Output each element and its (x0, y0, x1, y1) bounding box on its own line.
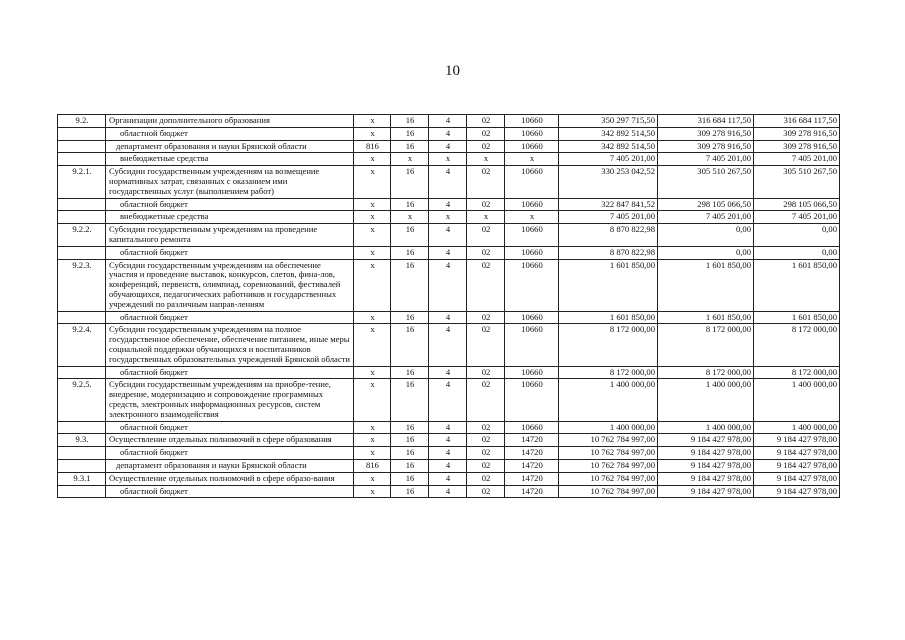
table-row (58, 140, 840, 153)
row-target-article: 02 (467, 472, 505, 485)
table-row (58, 459, 840, 472)
row-subsection: 4 (429, 459, 467, 472)
row-subsection: 4 (429, 366, 467, 379)
row-admin-code: x (354, 472, 391, 485)
table-row (58, 259, 840, 311)
row-amount-3: 9 184 427 978,00 (754, 434, 840, 447)
row-admin-code: x (354, 211, 391, 224)
row-amount-2: 1 400 000,00 (658, 421, 754, 434)
row-code (58, 198, 106, 211)
row-code (58, 211, 106, 224)
row-section: 16 (391, 447, 429, 460)
row-name: Субсидии государственным учреждениям на проведение капитального ремонта (106, 224, 354, 247)
row-target-code: 10660 (505, 140, 559, 153)
table-row (58, 485, 840, 498)
row-target-article: 02 (467, 115, 505, 128)
row-amount-2: 9 184 427 978,00 (658, 485, 754, 498)
row-amount-3: 1 601 850,00 (754, 259, 840, 311)
row-target-article: 02 (467, 434, 505, 447)
row-section: 16 (391, 246, 429, 259)
row-section: 16 (391, 198, 429, 211)
row-code (58, 246, 106, 259)
row-section: 16 (391, 127, 429, 140)
row-subsection: 4 (429, 311, 467, 324)
row-section: 16 (391, 115, 429, 128)
budget-table (57, 114, 840, 498)
row-section: 16 (391, 421, 429, 434)
row-target-article: 02 (467, 127, 505, 140)
row-code (58, 366, 106, 379)
row-amount-1: 8 870 822,98 (559, 224, 658, 247)
row-target-code: x (505, 211, 559, 224)
row-admin-code: x (354, 246, 391, 259)
row-amount-3: 9 184 427 978,00 (754, 485, 840, 498)
row-code: 9.3. (58, 434, 106, 447)
row-amount-3: 316 684 117,50 (754, 115, 840, 128)
row-name: областной бюджет (106, 127, 354, 140)
row-subsection: 4 (429, 324, 467, 366)
row-amount-1: 7 405 201,00 (559, 211, 658, 224)
row-code: 9.2.5. (58, 379, 106, 421)
row-section: 16 (391, 324, 429, 366)
row-amount-2: 0,00 (658, 224, 754, 247)
row-target-code: x (505, 153, 559, 166)
row-amount-3: 1 400 000,00 (754, 379, 840, 421)
row-code: 9.2.1. (58, 166, 106, 198)
row-name: Организации дополнительного образования (106, 115, 354, 128)
row-amount-1: 10 762 784 997,00 (559, 472, 658, 485)
row-name: внебюджетные средства (106, 153, 354, 166)
table-row (58, 421, 840, 434)
row-name: областной бюджет (106, 366, 354, 379)
row-section: 16 (391, 379, 429, 421)
row-target-article: 02 (467, 324, 505, 366)
row-target-code: 14720 (505, 459, 559, 472)
row-target-code: 14720 (505, 472, 559, 485)
table-row (58, 324, 840, 366)
row-admin-code: x (354, 224, 391, 247)
row-name: Субсидии государственным учреждениям на приобре-тение, внедрение, модернизацию и сопровождение программных средств, электронных информационных ресурсов, систем электронного взаимодействия (106, 379, 354, 421)
row-amount-3: 1 400 000,00 (754, 421, 840, 434)
row-section: x (391, 153, 429, 166)
row-amount-3: 0,00 (754, 246, 840, 259)
row-subsection: 4 (429, 434, 467, 447)
row-target-code: 10660 (505, 366, 559, 379)
row-admin-code: x (354, 153, 391, 166)
row-section: 16 (391, 166, 429, 198)
row-code (58, 421, 106, 434)
row-amount-1: 8 172 000,00 (559, 324, 658, 366)
row-name: внебюджетные средства (106, 211, 354, 224)
row-target-article: 02 (467, 198, 505, 211)
row-subsection: 4 (429, 224, 467, 247)
row-admin-code: x (354, 311, 391, 324)
row-amount-3: 8 172 000,00 (754, 366, 840, 379)
row-subsection: 4 (429, 115, 467, 128)
row-target-article: 02 (467, 246, 505, 259)
table-row (58, 166, 840, 198)
row-subsection: 4 (429, 140, 467, 153)
row-amount-2: 1 601 850,00 (658, 311, 754, 324)
row-subsection: 4 (429, 447, 467, 460)
row-amount-3: 0,00 (754, 224, 840, 247)
table-row (58, 366, 840, 379)
row-amount-1: 1 400 000,00 (559, 379, 658, 421)
row-amount-3: 309 278 916,50 (754, 127, 840, 140)
row-amount-1: 10 762 784 997,00 (559, 447, 658, 460)
page-number: 10 (445, 63, 460, 79)
row-target-article: 02 (467, 485, 505, 498)
row-amount-2: 9 184 427 978,00 (658, 447, 754, 460)
row-amount-1: 10 762 784 997,00 (559, 434, 658, 447)
row-subsection: 4 (429, 166, 467, 198)
row-name: Осуществление отдельных полномочий в сфере образования (106, 434, 354, 447)
row-target-article: 02 (467, 224, 505, 247)
row-name: областной бюджет (106, 246, 354, 259)
row-amount-1: 8 172 000,00 (559, 366, 658, 379)
row-target-article: x (467, 211, 505, 224)
row-amount-3: 7 405 201,00 (754, 153, 840, 166)
row-subsection: 4 (429, 246, 467, 259)
table-row (58, 379, 840, 421)
row-admin-code: x (354, 259, 391, 311)
row-target-code: 10660 (505, 379, 559, 421)
row-amount-1: 350 297 715,50 (559, 115, 658, 128)
row-amount-1: 10 762 784 997,00 (559, 485, 658, 498)
row-admin-code: 816 (354, 140, 391, 153)
row-amount-3: 9 184 427 978,00 (754, 459, 840, 472)
row-name: областной бюджет (106, 485, 354, 498)
row-amount-1: 1 601 850,00 (559, 259, 658, 311)
row-target-article: 02 (467, 140, 505, 153)
row-subsection: 4 (429, 379, 467, 421)
row-subsection: 4 (429, 198, 467, 211)
row-code: 9.2.3. (58, 259, 106, 311)
row-subsection: 4 (429, 485, 467, 498)
row-target-code: 10660 (505, 166, 559, 198)
row-amount-3: 305 510 267,50 (754, 166, 840, 198)
row-amount-3: 298 105 066,50 (754, 198, 840, 211)
row-amount-2: 309 278 916,50 (658, 127, 754, 140)
row-target-article: 02 (467, 421, 505, 434)
row-name: Субсидии государственным учреждениям на возмещение нормативных затрат, связанных с оказанием ими государственных услуг (выполнением работ) (106, 166, 354, 198)
row-amount-1: 342 892 514,50 (559, 140, 658, 153)
row-amount-2: 7 405 201,00 (658, 211, 754, 224)
row-amount-1: 10 762 784 997,00 (559, 459, 658, 472)
row-admin-code: x (354, 127, 391, 140)
row-code: 9.2.4. (58, 324, 106, 366)
row-subsection: 4 (429, 127, 467, 140)
row-amount-2: 298 105 066,50 (658, 198, 754, 211)
row-section: 16 (391, 259, 429, 311)
row-admin-code: x (354, 379, 391, 421)
row-target-article: 02 (467, 166, 505, 198)
table-row (58, 127, 840, 140)
table-row (58, 224, 840, 247)
row-target-code: 10660 (505, 198, 559, 211)
row-name: Субсидии государственным учреждениям на обеспечение участия и проведение выставок, конкурсов, слетов, фина-лов, конференций, первенств, олимпиад, соревнований, фестивалей обучающихся, педагогических работников и государственных учреждений по различным направ-лениям (106, 259, 354, 311)
table-row (58, 447, 840, 460)
row-name: департамент образования и науки Брянской области (106, 140, 354, 153)
row-section: 16 (391, 434, 429, 447)
table-row (58, 153, 840, 166)
row-amount-2: 8 172 000,00 (658, 324, 754, 366)
row-target-code: 14720 (505, 485, 559, 498)
row-target-article: 02 (467, 259, 505, 311)
row-amount-2: 9 184 427 978,00 (658, 434, 754, 447)
row-name: областной бюджет (106, 311, 354, 324)
row-section: 16 (391, 311, 429, 324)
table-row (58, 246, 840, 259)
row-admin-code: x (354, 366, 391, 379)
row-amount-2: 1 400 000,00 (658, 379, 754, 421)
row-name: областной бюджет (106, 421, 354, 434)
row-amount-3: 1 601 850,00 (754, 311, 840, 324)
row-amount-3: 8 172 000,00 (754, 324, 840, 366)
row-section: 16 (391, 366, 429, 379)
row-admin-code: x (354, 166, 391, 198)
row-section: 16 (391, 140, 429, 153)
row-amount-2: 316 684 117,50 (658, 115, 754, 128)
row-code (58, 311, 106, 324)
row-code (58, 127, 106, 140)
row-code (58, 447, 106, 460)
row-code (58, 140, 106, 153)
row-section: 16 (391, 459, 429, 472)
row-section: 16 (391, 485, 429, 498)
row-amount-2: 309 278 916,50 (658, 140, 754, 153)
row-admin-code: x (354, 485, 391, 498)
row-amount-2: 8 172 000,00 (658, 366, 754, 379)
row-target-article: 02 (467, 311, 505, 324)
row-amount-1: 8 870 822,98 (559, 246, 658, 259)
row-target-code: 10660 (505, 311, 559, 324)
table-row (58, 434, 840, 447)
row-amount-3: 9 184 427 978,00 (754, 447, 840, 460)
row-subsection: 4 (429, 259, 467, 311)
row-target-code: 10660 (505, 421, 559, 434)
row-subsection: 4 (429, 472, 467, 485)
row-target-article: 02 (467, 366, 505, 379)
row-amount-2: 0,00 (658, 246, 754, 259)
row-amount-2: 7 405 201,00 (658, 153, 754, 166)
row-target-code: 10660 (505, 127, 559, 140)
table-row (58, 472, 840, 485)
row-code: 9.3.1 (58, 472, 106, 485)
row-amount-1: 7 405 201,00 (559, 153, 658, 166)
row-target-article: 02 (467, 459, 505, 472)
row-admin-code: x (354, 421, 391, 434)
row-name: областной бюджет (106, 198, 354, 211)
row-target-code: 14720 (505, 447, 559, 460)
row-amount-1: 1 400 000,00 (559, 421, 658, 434)
row-name: департамент образования и науки Брянской области (106, 459, 354, 472)
row-section: 16 (391, 472, 429, 485)
row-code (58, 459, 106, 472)
row-admin-code: x (354, 115, 391, 128)
row-amount-3: 7 405 201,00 (754, 211, 840, 224)
row-amount-1: 330 253 042,52 (559, 166, 658, 198)
row-code: 9.2. (58, 115, 106, 128)
row-target-article: 02 (467, 379, 505, 421)
row-amount-3: 9 184 427 978,00 (754, 472, 840, 485)
row-admin-code: x (354, 198, 391, 211)
row-admin-code: x (354, 324, 391, 366)
row-name: Осуществление отдельных полномочий в сфере образо-вания (106, 472, 354, 485)
row-amount-1: 322 847 841,52 (559, 198, 658, 211)
row-amount-2: 9 184 427 978,00 (658, 472, 754, 485)
row-amount-1: 1 601 850,00 (559, 311, 658, 324)
row-target-code: 14720 (505, 434, 559, 447)
row-target-code: 10660 (505, 246, 559, 259)
row-code (58, 153, 106, 166)
table-row (58, 311, 840, 324)
table-body (58, 115, 840, 498)
row-subsection: 4 (429, 421, 467, 434)
row-amount-2: 1 601 850,00 (658, 259, 754, 311)
row-amount-1: 342 892 514,50 (559, 127, 658, 140)
row-admin-code: x (354, 447, 391, 460)
row-target-code: 10660 (505, 224, 559, 247)
row-section: 16 (391, 224, 429, 247)
row-amount-2: 305 510 267,50 (658, 166, 754, 198)
row-subsection: x (429, 211, 467, 224)
row-section: x (391, 211, 429, 224)
row-target-code: 10660 (505, 324, 559, 366)
row-admin-code: 816 (354, 459, 391, 472)
row-target-code: 10660 (505, 259, 559, 311)
table-row (58, 115, 840, 128)
row-code: 9.2.2. (58, 224, 106, 247)
table-row (58, 198, 840, 211)
row-name: областной бюджет (106, 447, 354, 460)
row-code (58, 485, 106, 498)
row-target-code: 10660 (505, 115, 559, 128)
row-amount-2: 9 184 427 978,00 (658, 459, 754, 472)
row-subsection: x (429, 153, 467, 166)
row-admin-code: x (354, 434, 391, 447)
row-name: Субсидии государственным учреждениям на полное государственное обеспечение, обеспечение питанием, иные меры социальной поддержки обучающихся и воспитанников государственных образовательных учреждений Брянской области (106, 324, 354, 366)
row-amount-3: 309 278 916,50 (754, 140, 840, 153)
row-target-article: 02 (467, 447, 505, 460)
row-target-article: x (467, 153, 505, 166)
table-row (58, 211, 840, 224)
